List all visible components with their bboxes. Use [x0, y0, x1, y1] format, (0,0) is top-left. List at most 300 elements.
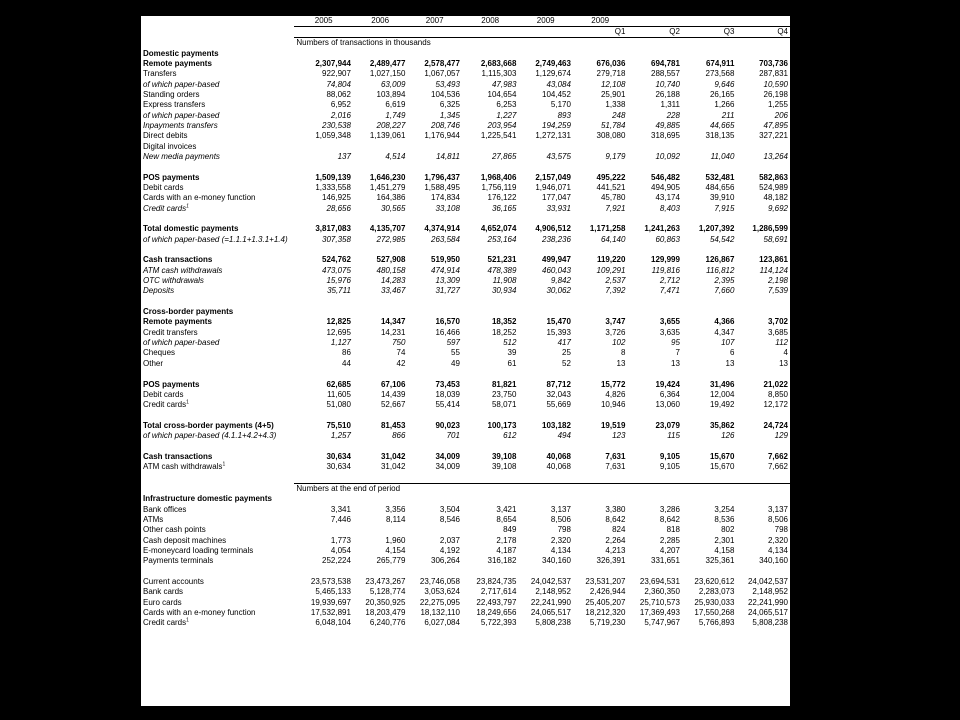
table-cell: 17,532,891 [310, 608, 351, 618]
table-cell: 11,605 [327, 389, 351, 399]
spacer-row [141, 245, 790, 255]
table-row [141, 379, 790, 389]
table-row [141, 431, 790, 441]
table-cell [462, 162, 519, 172]
table-cell [682, 567, 737, 577]
table-cell: 460,043 [542, 265, 571, 275]
table-cell: 23,473,267 [365, 577, 406, 587]
table-cell [462, 567, 519, 577]
table-cell: 52,667 [380, 400, 406, 410]
table-cell [518, 162, 573, 172]
row-label-text: Infrastructure domestic payments [143, 494, 272, 504]
table-cell: 2,037 [439, 535, 460, 545]
table-cell: 8,642 [605, 514, 626, 524]
table-cell: 8 [621, 348, 626, 358]
table-cell [294, 48, 353, 58]
table-cell [736, 410, 790, 420]
row-label-text: Transfers [143, 69, 177, 79]
header-spacer [141, 16, 294, 27]
table-cell: 1,241,263 [644, 224, 680, 234]
quarter-header-row [141, 27, 790, 38]
row-label [141, 245, 294, 255]
table-row [141, 608, 790, 618]
table-cell: 2,283,073 [698, 587, 735, 597]
table-cell [294, 307, 353, 317]
table-cell: 22,493,797 [476, 597, 517, 607]
row-label [141, 193, 294, 203]
table-cell: 24,042,537 [747, 577, 788, 587]
table-cell: 27,865 [491, 151, 517, 161]
table-cell: 2,360,350 [644, 587, 680, 597]
table-cell [736, 567, 790, 577]
column-header: 2009 [573, 16, 628, 27]
table-cell: 90,023 [435, 420, 460, 430]
table-cell [462, 141, 519, 151]
table-cell: 7,471 [659, 286, 680, 296]
table-cell: 4,514 [385, 151, 406, 161]
table-cell: 331,651 [651, 556, 680, 566]
table-cell: 263,584 [431, 234, 460, 244]
table-cell [353, 472, 408, 483]
table-cell: 1,255 [767, 100, 788, 110]
table-cell: 674,911 [705, 58, 735, 68]
table-cell: 3,053,624 [424, 587, 460, 597]
table-cell: 230,538 [322, 120, 351, 130]
table-cell: 1,796,437 [424, 172, 460, 182]
table-cell: 51,784 [600, 120, 626, 130]
row-label [141, 90, 294, 100]
row-label [141, 307, 294, 317]
row-label-text: Direct debits [143, 131, 188, 141]
table-cell: 19,519 [600, 420, 626, 430]
table-cell: 6,325 [439, 100, 460, 110]
table-cell: 318,135 [705, 131, 735, 141]
table-cell: 1,227 [496, 110, 517, 120]
table-cell: 9,692 [767, 203, 788, 213]
table-cell: 19,424 [655, 379, 680, 389]
table-cell [407, 48, 462, 58]
row-label [141, 255, 294, 265]
table-cell [573, 214, 628, 224]
table-cell: 126,867 [705, 255, 735, 265]
table-cell: 2,489,477 [369, 58, 406, 68]
row-label [141, 379, 294, 389]
table-cell: 24,065,517 [747, 608, 788, 618]
table-cell: 1,115,303 [481, 69, 517, 79]
row-label [141, 515, 294, 525]
table-cell: 11,040 [710, 151, 735, 161]
table-cell: 7,446 [330, 514, 351, 524]
table-cell [627, 141, 682, 151]
table-cell: 6,619 [385, 100, 406, 110]
table-cell: 87,712 [546, 379, 571, 389]
table-cell [353, 369, 408, 379]
column-header [294, 27, 353, 38]
table-cell [353, 297, 408, 307]
table-cell: 253,164 [487, 234, 517, 244]
table-row [141, 421, 790, 431]
table-cell: 8,546 [439, 514, 460, 524]
table-cell: 4,154 [385, 546, 406, 556]
spacer-row [141, 297, 790, 307]
table-cell: 2,301 [714, 535, 735, 545]
row-label-text: Bank cards [143, 587, 184, 597]
table-cell: 524,989 [759, 182, 788, 192]
table-row [141, 235, 790, 245]
table-cell [518, 307, 573, 317]
table-cell: 2,320 [550, 535, 571, 545]
table-cell [353, 48, 408, 58]
table-cell: 2,198 [767, 276, 788, 286]
table-cell [573, 297, 628, 307]
table-cell: 1,067,057 [424, 69, 460, 79]
table-cell: 8,654 [496, 514, 517, 524]
table-cell [407, 214, 462, 224]
table-cell [353, 441, 408, 451]
spacer-row [141, 472, 790, 483]
table-cell: 893 [557, 110, 571, 120]
units-row [141, 38, 790, 49]
table-cell: 18,249,656 [476, 608, 517, 618]
table-cell [518, 567, 573, 577]
table-cell: 9,842 [550, 276, 571, 286]
row-label-text: of which paper-based (4.1.1+4.2+4.3) [143, 431, 277, 441]
row-label [141, 577, 294, 587]
table-cell: 12,695 [326, 327, 351, 337]
table-cell: 18,252 [491, 327, 517, 337]
table-cell [736, 297, 790, 307]
table-cell: 88,062 [326, 89, 351, 99]
table-row [141, 546, 790, 556]
table-cell: 43,174 [655, 193, 680, 203]
table-cell: 2,016 [330, 110, 351, 120]
table-row [141, 390, 790, 400]
table-cell: 327,221 [759, 131, 788, 141]
table-row [141, 348, 790, 358]
table-cell: 26,198 [763, 89, 788, 99]
table-cell: 30,634 [326, 462, 351, 472]
table-cell [462, 245, 519, 255]
row-label [141, 141, 294, 151]
table-cell: 30,934 [491, 286, 517, 296]
row-label-text: Other cash points [143, 525, 206, 535]
table-cell: 703,736 [759, 58, 788, 68]
table-cell [573, 141, 628, 151]
table-cell: 494 [557, 431, 571, 441]
table-cell: 4,158 [714, 546, 735, 556]
row-label-text: Total cross-border payments (4+5) [143, 420, 274, 430]
table-cell: 42 [396, 358, 406, 368]
table-cell [462, 369, 519, 379]
row-label [141, 110, 294, 120]
row-label [141, 390, 294, 400]
row-label [141, 348, 294, 358]
table-cell: 5,808,238 [535, 618, 571, 628]
table-row [141, 69, 790, 79]
table-cell [294, 369, 353, 379]
table-cell: 25,901 [600, 89, 626, 99]
table-cell: 1,345 [439, 110, 460, 120]
table-cell [573, 567, 628, 577]
table-cell [353, 245, 408, 255]
row-label-text: POS payments [143, 172, 200, 182]
table-cell: 1,509,139 [315, 172, 351, 182]
table-cell: 325,361 [705, 556, 735, 566]
table-cell: 18,352 [491, 317, 517, 327]
table-cell [627, 369, 682, 379]
table-cell: 34,009 [435, 451, 460, 461]
table-cell: 824 [612, 525, 626, 535]
row-label [141, 297, 294, 307]
table-cell: 33,467 [380, 286, 406, 296]
table-cell: 26,165 [709, 89, 735, 99]
table-cell [682, 307, 737, 317]
row-label [141, 286, 294, 296]
table-cell: 25,930,033 [694, 597, 735, 607]
table-row [141, 59, 790, 69]
table-cell: 417 [557, 338, 571, 348]
table-cell: 123 [612, 431, 626, 441]
table-cell [627, 162, 682, 172]
table-cell: 1,127 [330, 338, 351, 348]
table-cell: 3,137 [767, 504, 788, 514]
table-row [141, 452, 790, 462]
table-row [141, 359, 790, 369]
table-cell: 1,207,392 [698, 224, 735, 234]
units-caption: Numbers at the end of period [294, 483, 790, 494]
table-cell: 3,702 [767, 317, 788, 327]
table-cell: 47,983 [491, 79, 517, 89]
row-label-text: E-moneycard loading terminals [143, 546, 254, 556]
row-label [141, 276, 294, 286]
table-cell [682, 141, 737, 151]
table-cell: 3,747 [605, 317, 626, 327]
table-cell: 228 [666, 110, 680, 120]
table-cell: 13 [671, 358, 680, 368]
footnote-marker: 1 [186, 399, 189, 406]
table-cell: 208,227 [376, 120, 406, 130]
table-cell: 6,253 [496, 100, 517, 110]
table-cell: 32,043 [546, 389, 571, 399]
row-label-text: Inpayments transfers [143, 120, 218, 130]
table-cell: 521,231 [487, 255, 517, 265]
table-cell: 7 [675, 348, 680, 358]
table-cell [294, 494, 353, 504]
table-cell [573, 48, 628, 58]
table-cell: 47,895 [763, 120, 788, 130]
column-header [518, 27, 573, 38]
table-cell: 6,952 [330, 100, 351, 110]
table-cell: 23,079 [655, 420, 680, 430]
table-cell: 798 [774, 525, 788, 535]
table-cell [518, 297, 573, 307]
table-cell: 31,496 [709, 379, 735, 389]
table-cell: 1,266 [714, 100, 735, 110]
table-cell: 23,746,058 [419, 577, 460, 587]
table-cell: 15,670 [709, 451, 735, 461]
table-cell: 102 [612, 338, 626, 348]
column-header: Q1 [614, 27, 626, 36]
table-cell [573, 410, 628, 420]
table-cell: 3,726 [605, 327, 626, 337]
row-label-text: of which paper-based [143, 338, 220, 348]
table-cell [407, 369, 462, 379]
table-body [141, 16, 790, 629]
table-cell: 1,225,541 [480, 131, 517, 141]
table-cell: 31,042 [380, 462, 406, 472]
table-cell: 8,536 [714, 514, 735, 524]
table-cell [518, 410, 573, 420]
table-cell [462, 441, 519, 451]
table-cell: 238,236 [542, 234, 571, 244]
table-row [141, 598, 790, 608]
table-cell: 55 [451, 348, 460, 358]
table-cell: 1,176,944 [424, 131, 460, 141]
table-cell: 33,108 [435, 203, 460, 213]
table-cell: 19,492 [709, 400, 735, 410]
table-cell: 484,656 [705, 182, 735, 192]
table-cell: 107 [721, 338, 735, 348]
table-cell [353, 214, 408, 224]
table-cell: 1,027,150 [369, 69, 406, 79]
table-row [141, 110, 790, 120]
column-header: 2009 [518, 16, 573, 27]
table-cell [573, 369, 628, 379]
table-cell [736, 48, 790, 58]
table-cell [627, 307, 682, 317]
column-header: Q3 [723, 27, 735, 36]
table-row [141, 462, 790, 472]
table-cell: 3,421 [496, 504, 517, 514]
table-cell: 116,812 [706, 265, 735, 275]
table-cell: 2,285 [659, 535, 680, 545]
table-cell: 34,009 [435, 462, 460, 472]
table-cell [682, 410, 737, 420]
table-cell: 7,631 [605, 451, 626, 461]
table-cell [294, 245, 353, 255]
column-header: 2007 [407, 16, 462, 27]
table-cell: 6,240,776 [369, 618, 406, 628]
table-cell [682, 494, 737, 504]
table-row [141, 494, 790, 504]
table-cell: 866 [392, 431, 406, 441]
table-cell: 25,710,573 [639, 597, 680, 607]
table-cell: 6,048,104 [315, 618, 351, 628]
table-row [141, 504, 790, 514]
table-cell [407, 307, 462, 317]
spacer-row [141, 214, 790, 224]
table-cell: 7,662 [767, 462, 788, 472]
table-cell: 206 [774, 110, 788, 120]
table-cell [627, 297, 682, 307]
column-header: Q4 [777, 27, 788, 36]
table-cell [518, 494, 573, 504]
table-cell: 701 [446, 431, 460, 441]
table-cell [627, 48, 682, 58]
table-cell: 3,137 [550, 504, 571, 514]
table-cell: 2,148,952 [535, 587, 571, 597]
table-cell: 318,695 [651, 131, 680, 141]
table-cell: 527,908 [376, 255, 406, 265]
table-cell: 14,231 [380, 327, 406, 337]
table-cell: 176,122 [487, 193, 517, 203]
table-cell: 5,747,967 [644, 618, 680, 628]
table-cell: 13,309 [435, 276, 460, 286]
table-cell: 61 [507, 358, 517, 368]
table-cell: 16,570 [435, 317, 460, 327]
table-cell: 95 [671, 338, 680, 348]
row-label-text: New media payments [143, 151, 220, 161]
table-cell [407, 494, 462, 504]
table-cell: 10,092 [655, 151, 680, 161]
row-label-text: Digital invoices [143, 141, 197, 151]
row-label-text: Remote payments [143, 58, 212, 68]
table-cell: 1,272,131 [535, 131, 571, 141]
table-cell: 14,811 [436, 151, 460, 161]
table-cell: 115 [667, 431, 680, 441]
table-cell: 7,660 [714, 286, 735, 296]
table-cell: 4 [783, 348, 788, 358]
column-header [627, 16, 682, 27]
table-row [141, 618, 790, 628]
table-cell: 1,749 [385, 110, 406, 120]
table-cell: 2,157,049 [535, 172, 571, 182]
row-label [141, 441, 294, 451]
table-cell: 123,861 [759, 255, 788, 265]
table-cell: 524,762 [322, 255, 351, 265]
table-cell [682, 441, 737, 451]
table-cell: 1,946,071 [535, 182, 571, 192]
table-cell: 474,914 [431, 265, 460, 275]
table-cell: 798 [557, 525, 571, 535]
table-cell: 17,550,268 [694, 608, 735, 618]
table-cell: 750 [392, 338, 406, 348]
table-cell [573, 472, 628, 483]
table-cell: 22,241,990 [747, 597, 788, 607]
table-cell: 35,711 [327, 286, 351, 296]
table-cell: 58,071 [491, 400, 517, 410]
table-row [141, 183, 790, 193]
table-cell: 306,264 [431, 556, 460, 566]
table-cell [518, 48, 573, 58]
table-cell: 25,405,207 [585, 597, 626, 607]
table-cell: 5,766,893 [698, 618, 735, 628]
table-cell: 4,192 [439, 546, 460, 556]
table-cell: 802 [721, 525, 735, 535]
row-label [141, 204, 294, 214]
table-cell [518, 441, 573, 451]
table-cell: 2,749,463 [535, 58, 571, 68]
row-label [141, 317, 294, 327]
table-cell: 45,780 [600, 193, 626, 203]
table-cell: 146,925 [322, 193, 351, 203]
table-cell: 26,188 [655, 89, 680, 99]
table-cell [407, 525, 462, 535]
table-cell: 480,158 [376, 265, 406, 275]
table-cell: 43,084 [546, 79, 571, 89]
table-cell: 15,670 [709, 462, 735, 472]
table-cell: 75,510 [326, 420, 351, 430]
table-cell: 1,756,119 [481, 182, 517, 192]
row-label [141, 59, 294, 69]
table-cell: 137 [337, 151, 351, 161]
table-cell [627, 494, 682, 504]
table-cell: 252,224 [322, 556, 351, 566]
row-label [141, 472, 294, 483]
row-label [141, 494, 294, 504]
table-cell [682, 48, 737, 58]
row-label [141, 410, 294, 420]
